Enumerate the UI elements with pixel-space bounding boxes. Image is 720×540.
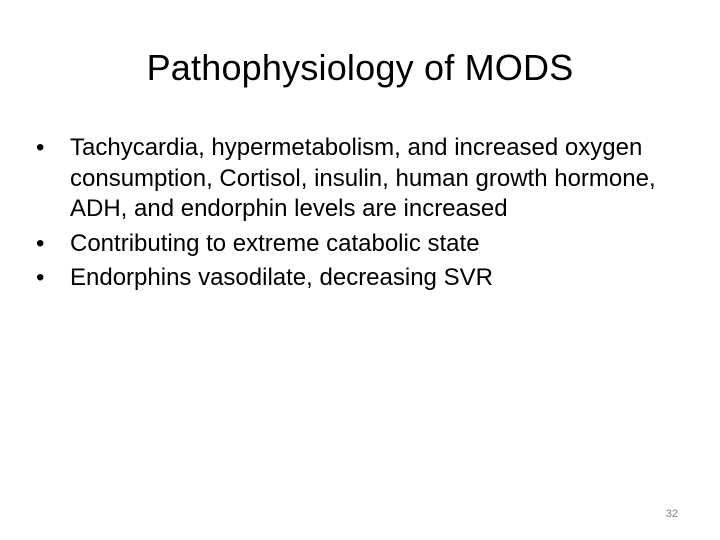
bullet-item-2 [36, 229, 684, 260]
bullet-item-1 [36, 133, 684, 225]
slide-title: Pathophysiology of MODS [146, 47, 574, 88]
bullet-text: Endorphins vasodilate, decreasing SVR [70, 264, 493, 291]
bullet-dot-icon: • [36, 134, 45, 161]
bullet-text: Tachycardia, hypermetabolism, and increased oxygen consumption, Cortisol, insulin, human growth hormone, ADH, and endorphin levels are increased [70, 134, 656, 222]
bullet-item-3 [36, 263, 684, 294]
bullet-dot-icon: • [36, 229, 45, 257]
bullet-text: Contributing to extreme catabolic state [70, 229, 480, 257]
bullet-dot-icon: • [36, 264, 45, 291]
page-number: 32 [665, 508, 678, 520]
bullet-list [36, 133, 684, 298]
